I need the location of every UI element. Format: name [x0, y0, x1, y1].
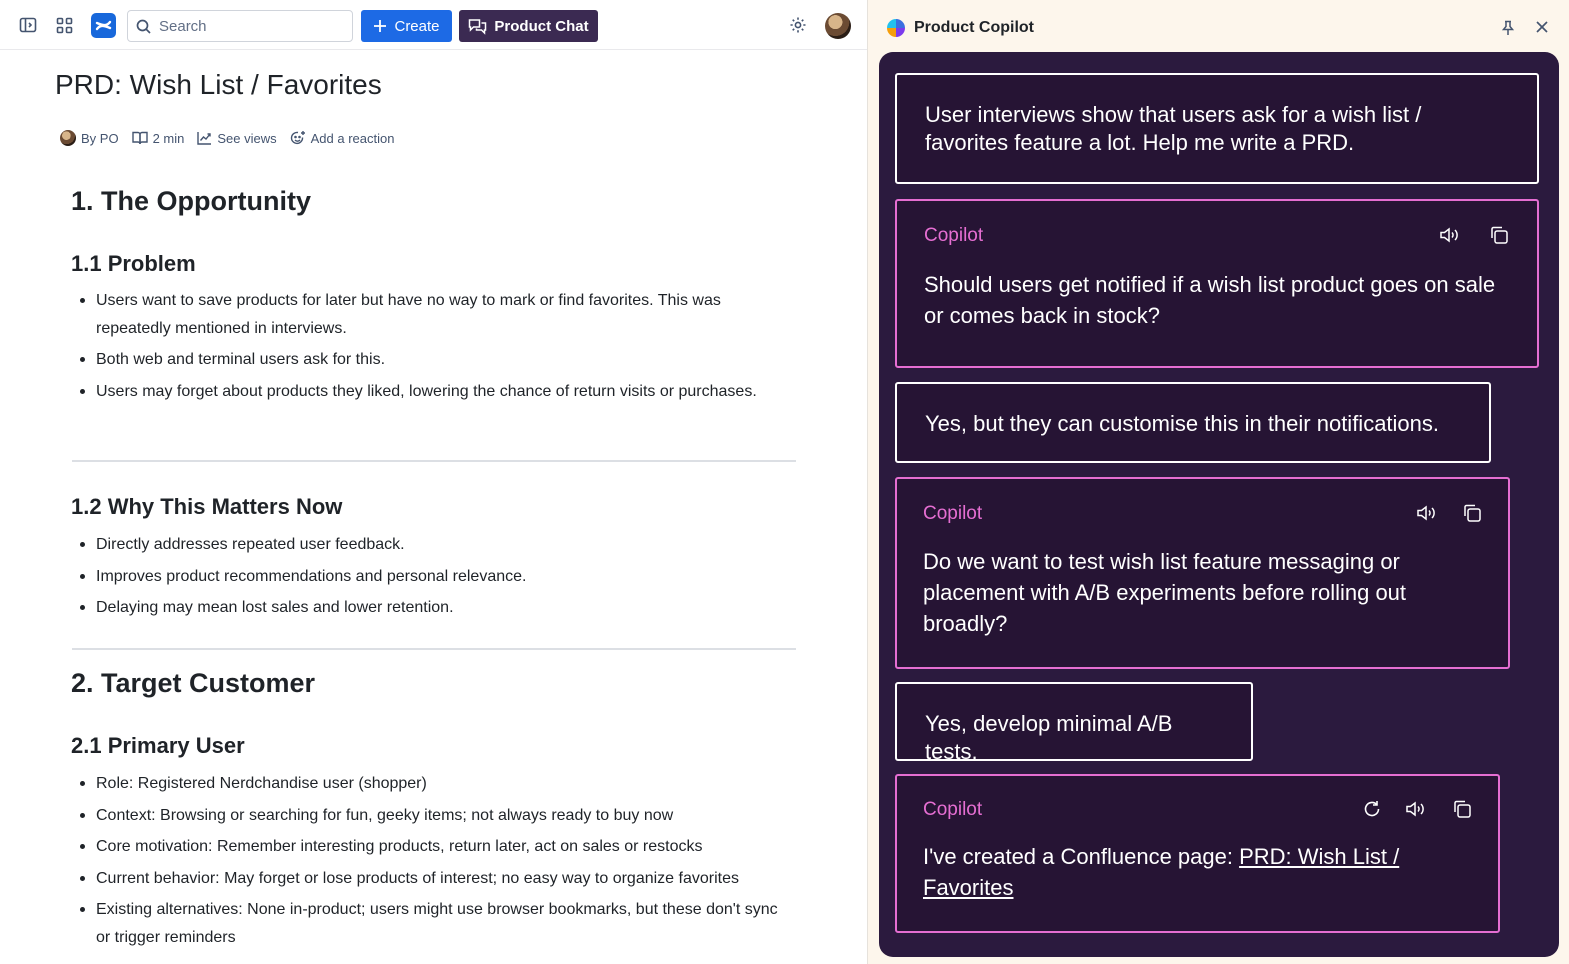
- add-reaction-button[interactable]: [290, 130, 395, 146]
- sender-label: Copilot: [923, 503, 983, 524]
- copilot-message-text: Do we want to test wish list feature messaging or placement with A/B experiments before rolling out broadly?: [923, 549, 1407, 636]
- copilot-title: Product Copilot: [914, 19, 1034, 36]
- page-meta: [60, 130, 407, 146]
- chat-thread[interactable]: [879, 52, 1559, 957]
- why-now-list: [96, 531, 786, 622]
- book-icon: [132, 131, 148, 145]
- list-item: Directly addresses repeated user feedback.: [96, 531, 786, 559]
- section-divider: [72, 648, 796, 650]
- create-button[interactable]: [361, 10, 452, 42]
- close-icon[interactable]: [1535, 20, 1549, 39]
- settings-gear-icon[interactable]: [789, 16, 807, 39]
- section-divider: [72, 460, 796, 462]
- confluence-logo-icon[interactable]: [91, 13, 116, 38]
- sender-label: Copilot: [923, 799, 983, 820]
- heading-primary-user: 2.1 Primary User: [71, 733, 245, 758]
- copy-icon[interactable]: [1450, 797, 1474, 821]
- sender-label: Copilot: [924, 225, 984, 246]
- read-time: [132, 131, 185, 146]
- list-item: Current behavior: May forget or lose products of interest; no easy way to organize favorites: [96, 865, 786, 893]
- page-title: PRD: Wish List / Favorites: [55, 69, 382, 100]
- copy-icon[interactable]: [1460, 501, 1484, 525]
- copy-icon[interactable]: [1487, 223, 1511, 247]
- list-item: Both web and terminal users ask for this.: [96, 346, 786, 374]
- read-time-label: 2 min: [152, 130, 185, 146]
- search-input[interactable]: [159, 18, 339, 35]
- copilot-message-prefix: I've created a Confluence page:: [923, 844, 1240, 869]
- author-label: By PO: [81, 130, 119, 146]
- list-item: Role: Registered Nerdchandise user (shopper): [96, 770, 786, 798]
- copilot-message: [895, 774, 1500, 933]
- top-navigation: [0, 0, 868, 50]
- user-message: [895, 682, 1253, 764]
- user-message: [895, 73, 1539, 184]
- create-button-label: Create: [394, 17, 440, 35]
- see-views-link[interactable]: [197, 131, 276, 146]
- list-item: Users want to save products for later but have no way to mark or find favorites. This was repeatedly mentioned in interviews.: [96, 287, 786, 342]
- primary-user-list: [96, 770, 786, 951]
- speaker-icon[interactable]: [1438, 223, 1462, 247]
- list-item: Context: Browsing or searching for fun, geeky items; not always ready to buy now: [96, 802, 786, 830]
- user-message-text: Yes, develop minimal A/B tests.: [925, 711, 1173, 764]
- copilot-header: [869, 0, 1569, 52]
- list-item: Existing alternatives: None in-product; users might use browser bookmarks, but these don't sync or trigger reminders: [96, 896, 786, 951]
- copilot-message: [895, 199, 1539, 368]
- author-avatar: [60, 130, 76, 146]
- speaker-icon[interactable]: [1415, 501, 1439, 525]
- list-item: Delaying may mean lost sales and lower retention.: [96, 594, 786, 622]
- search-box[interactable]: [127, 10, 353, 42]
- heading-problem: 1.1 Problem: [71, 251, 196, 276]
- product-chat-button[interactable]: [459, 10, 598, 42]
- copilot-message-text: [923, 841, 1443, 903]
- sidebar-toggle-icon[interactable]: [17, 14, 39, 36]
- list-item: Improves product recommendations and personal relevance.: [96, 563, 786, 591]
- copilot-logo-icon: [887, 19, 905, 37]
- app-switcher-icon[interactable]: [53, 14, 75, 36]
- trend-chart-icon: [197, 131, 212, 145]
- regenerate-icon[interactable]: [1360, 797, 1384, 821]
- list-item: Users may forget about products they liked, lowering the chance of return visits or purchases.: [96, 378, 786, 406]
- copilot-message-text: Should users get notified if a wish list product goes on sale or comes back in stock?: [924, 272, 1496, 328]
- heading-target-customer: 2. Target Customer: [71, 668, 316, 698]
- search-icon: [136, 19, 151, 34]
- plus-icon: [373, 19, 387, 33]
- user-message-text: Yes, but they can customise this in their notifications.: [925, 411, 1440, 436]
- add-reaction-label: Add a reaction: [310, 130, 395, 146]
- copilot-message: [895, 477, 1510, 669]
- emoji-add-icon: [290, 130, 306, 146]
- user-message: [895, 382, 1491, 463]
- confluence-page-link[interactable]: PRD: Wish List / Favorites: [923, 844, 1400, 900]
- author-byline[interactable]: [60, 130, 119, 146]
- copilot-panel: [869, 0, 1569, 964]
- list-item: Core motivation: Remember interesting products, return later, act on sales or restocks: [96, 833, 786, 861]
- product-chat-label: Product Chat: [494, 17, 589, 35]
- see-views-label: See views: [217, 130, 277, 146]
- chat-bubbles-icon: [468, 18, 487, 35]
- pin-icon[interactable]: [1501, 20, 1515, 41]
- speaker-icon[interactable]: [1404, 797, 1428, 821]
- user-avatar[interactable]: [825, 13, 851, 39]
- problem-list: [96, 287, 786, 405]
- user-message-text: User interviews show that users ask for a wish list / favorites feature a lot. Help me write a PRD.: [925, 102, 1422, 155]
- heading-opportunity: 1. The Opportunity: [71, 186, 311, 216]
- heading-why-now: 1.2 Why This Matters Now: [71, 494, 343, 519]
